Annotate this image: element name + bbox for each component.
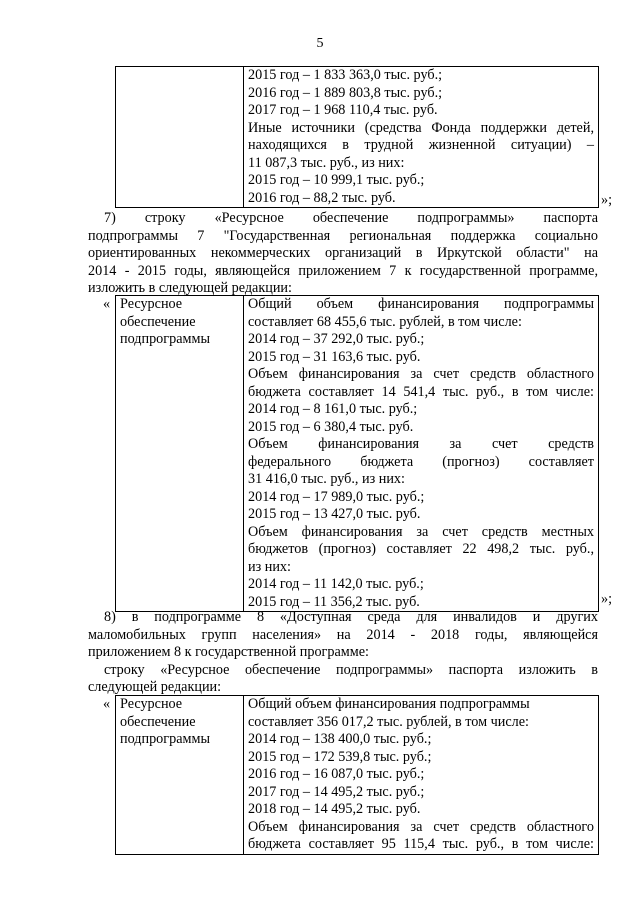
table-line: из них: xyxy=(248,558,291,575)
opening-quote-mark: « xyxy=(103,296,111,312)
table-line: 2014 год – 37 292,0 тыс. руб.; xyxy=(248,331,425,347)
table-line: Объем финансирования за счет средств областного xyxy=(248,818,594,835)
table-line: Иные источники (средства Фонда поддержки детей, xyxy=(248,119,594,136)
paragraph-line: следующей редакции: xyxy=(88,679,222,695)
table-line: 2016 год – 16 087,0 тыс. руб.; xyxy=(248,766,425,782)
table-label-line: обеспечение xyxy=(120,313,196,330)
table-line: 2015 год – 31 163,6 тыс. руб. xyxy=(248,348,421,365)
paragraph-line: строку «Ресурсное обеспечение подпрограммы» паспорта изложить в xyxy=(104,661,598,678)
table-label-line: Ресурсное xyxy=(120,696,183,712)
paragraph-line: 2014 - 2015 годы, являющейся приложением 7 к государственной программе, xyxy=(88,262,598,279)
table-line: 31 416,0 тыс. руб., из них: xyxy=(248,471,405,487)
table-label-line: подпрограммы xyxy=(120,731,210,747)
table-value-cell xyxy=(244,696,599,855)
table-label-line: обеспечение xyxy=(120,713,196,730)
resource-table-continuation xyxy=(115,66,599,208)
table-line: Объем финансирования за счет средств xyxy=(248,436,594,452)
table-label-line: Ресурсное xyxy=(120,296,183,312)
table-line: 2015 год – 11 356,2 тыс. руб. xyxy=(248,593,420,610)
table-line: бюджета составляет 95 115,4 тыс. руб., в том числе: xyxy=(248,836,594,852)
table-label-cell xyxy=(116,696,244,855)
table-line: 2016 год – 1 889 803,8 тыс. руб.; xyxy=(248,84,443,101)
table-line: 2015 год – 6 380,4 тыс. руб. xyxy=(248,418,414,435)
table-line: 2014 год – 17 989,0 тыс. руб.; xyxy=(248,488,425,505)
table-line: 2014 год – 8 161,0 тыс. руб.; xyxy=(248,401,418,417)
paragraph-line: изложить в следующей редакции: xyxy=(88,280,292,296)
paragraph-line: 8) в подпрограмме 8 «Доступная среда для инвалидов и других xyxy=(104,609,598,625)
closing-quote-mark: »; xyxy=(601,192,613,208)
table-line: 2015 год – 172 539,8 тыс. руб.; xyxy=(248,748,432,765)
table-line: 11 087,3 тыс. руб., из них: xyxy=(248,154,405,171)
table-line: 2015 год – 13 427,0 тыс. руб. xyxy=(248,506,421,522)
table-value-cell xyxy=(244,296,599,612)
table-line: 2015 год – 10 999,1 тыс. руб.; xyxy=(248,172,425,188)
resource-table-subprogram-7 xyxy=(115,295,599,612)
table-value-cell xyxy=(244,67,599,208)
table-line: Объем финансирования за счет средств областного xyxy=(248,366,594,382)
table-line: 2017 год – 14 495,2 тыс. руб.; xyxy=(248,783,425,800)
table-line: 2017 год – 1 968 110,4 тыс. руб. xyxy=(248,102,438,118)
table-label-cell xyxy=(116,296,244,612)
table-line: составляет 356 017,2 тыс. рублей, в том числе: xyxy=(248,713,529,730)
table-line: 2016 год – 88,2 тыс. руб. xyxy=(248,189,396,206)
table-line: Общий объем финансирования подпрограммы xyxy=(248,696,530,712)
table-label-cell xyxy=(116,67,244,208)
resource-table-subprogram-8 xyxy=(115,695,599,855)
closing-quote-mark: »; xyxy=(601,591,613,607)
paragraph-line: ориентированных некоммерческих организаций в Иркутской области" на xyxy=(88,245,598,261)
paragraph-line: приложением 8 к государственной программе: xyxy=(88,644,369,660)
paragraph-7 xyxy=(88,210,598,298)
table-label-line: подпрограммы xyxy=(120,331,210,347)
table-line: составляет 68 455,6 тыс. рублей, в том числе: xyxy=(248,313,522,330)
table-line: 2015 год – 1 833 363,0 тыс. руб.; xyxy=(248,67,443,83)
table-line: федерального бюджета (прогноз) составляет xyxy=(248,453,594,470)
paragraph-line: 7) строку «Ресурсное обеспечение подпрограммы» паспорта xyxy=(104,210,598,226)
table-line: находящихся в трудной жизненной ситуации) – xyxy=(248,137,594,153)
paragraph-line: маломобильных групп населения» на 2014 - 2018 годы, являющейся xyxy=(88,626,598,643)
table-line: 2018 год – 14 495,2 тыс. руб. xyxy=(248,801,421,817)
table-line: 2014 год – 138 400,0 тыс. руб.; xyxy=(248,731,432,747)
paragraph-line: подпрограммы 7 "Государственная региональная поддержка социально xyxy=(88,227,598,244)
table-line: Объем финансирования за счет средств местных xyxy=(248,523,594,540)
paragraph-8 xyxy=(88,609,598,697)
table-line: Общий объем финансирования подпрограммы xyxy=(248,296,594,312)
table-line: бюджета составляет 14 541,4 тыс. руб., в том числе: xyxy=(248,383,594,400)
table-line: 2014 год – 11 142,0 тыс. руб.; xyxy=(248,576,424,592)
opening-quote-mark: « xyxy=(103,696,111,712)
table-line: бюджетов (прогноз) составляет 22 498,2 тыс. руб., xyxy=(248,541,594,557)
page-number: 5 xyxy=(316,36,324,51)
